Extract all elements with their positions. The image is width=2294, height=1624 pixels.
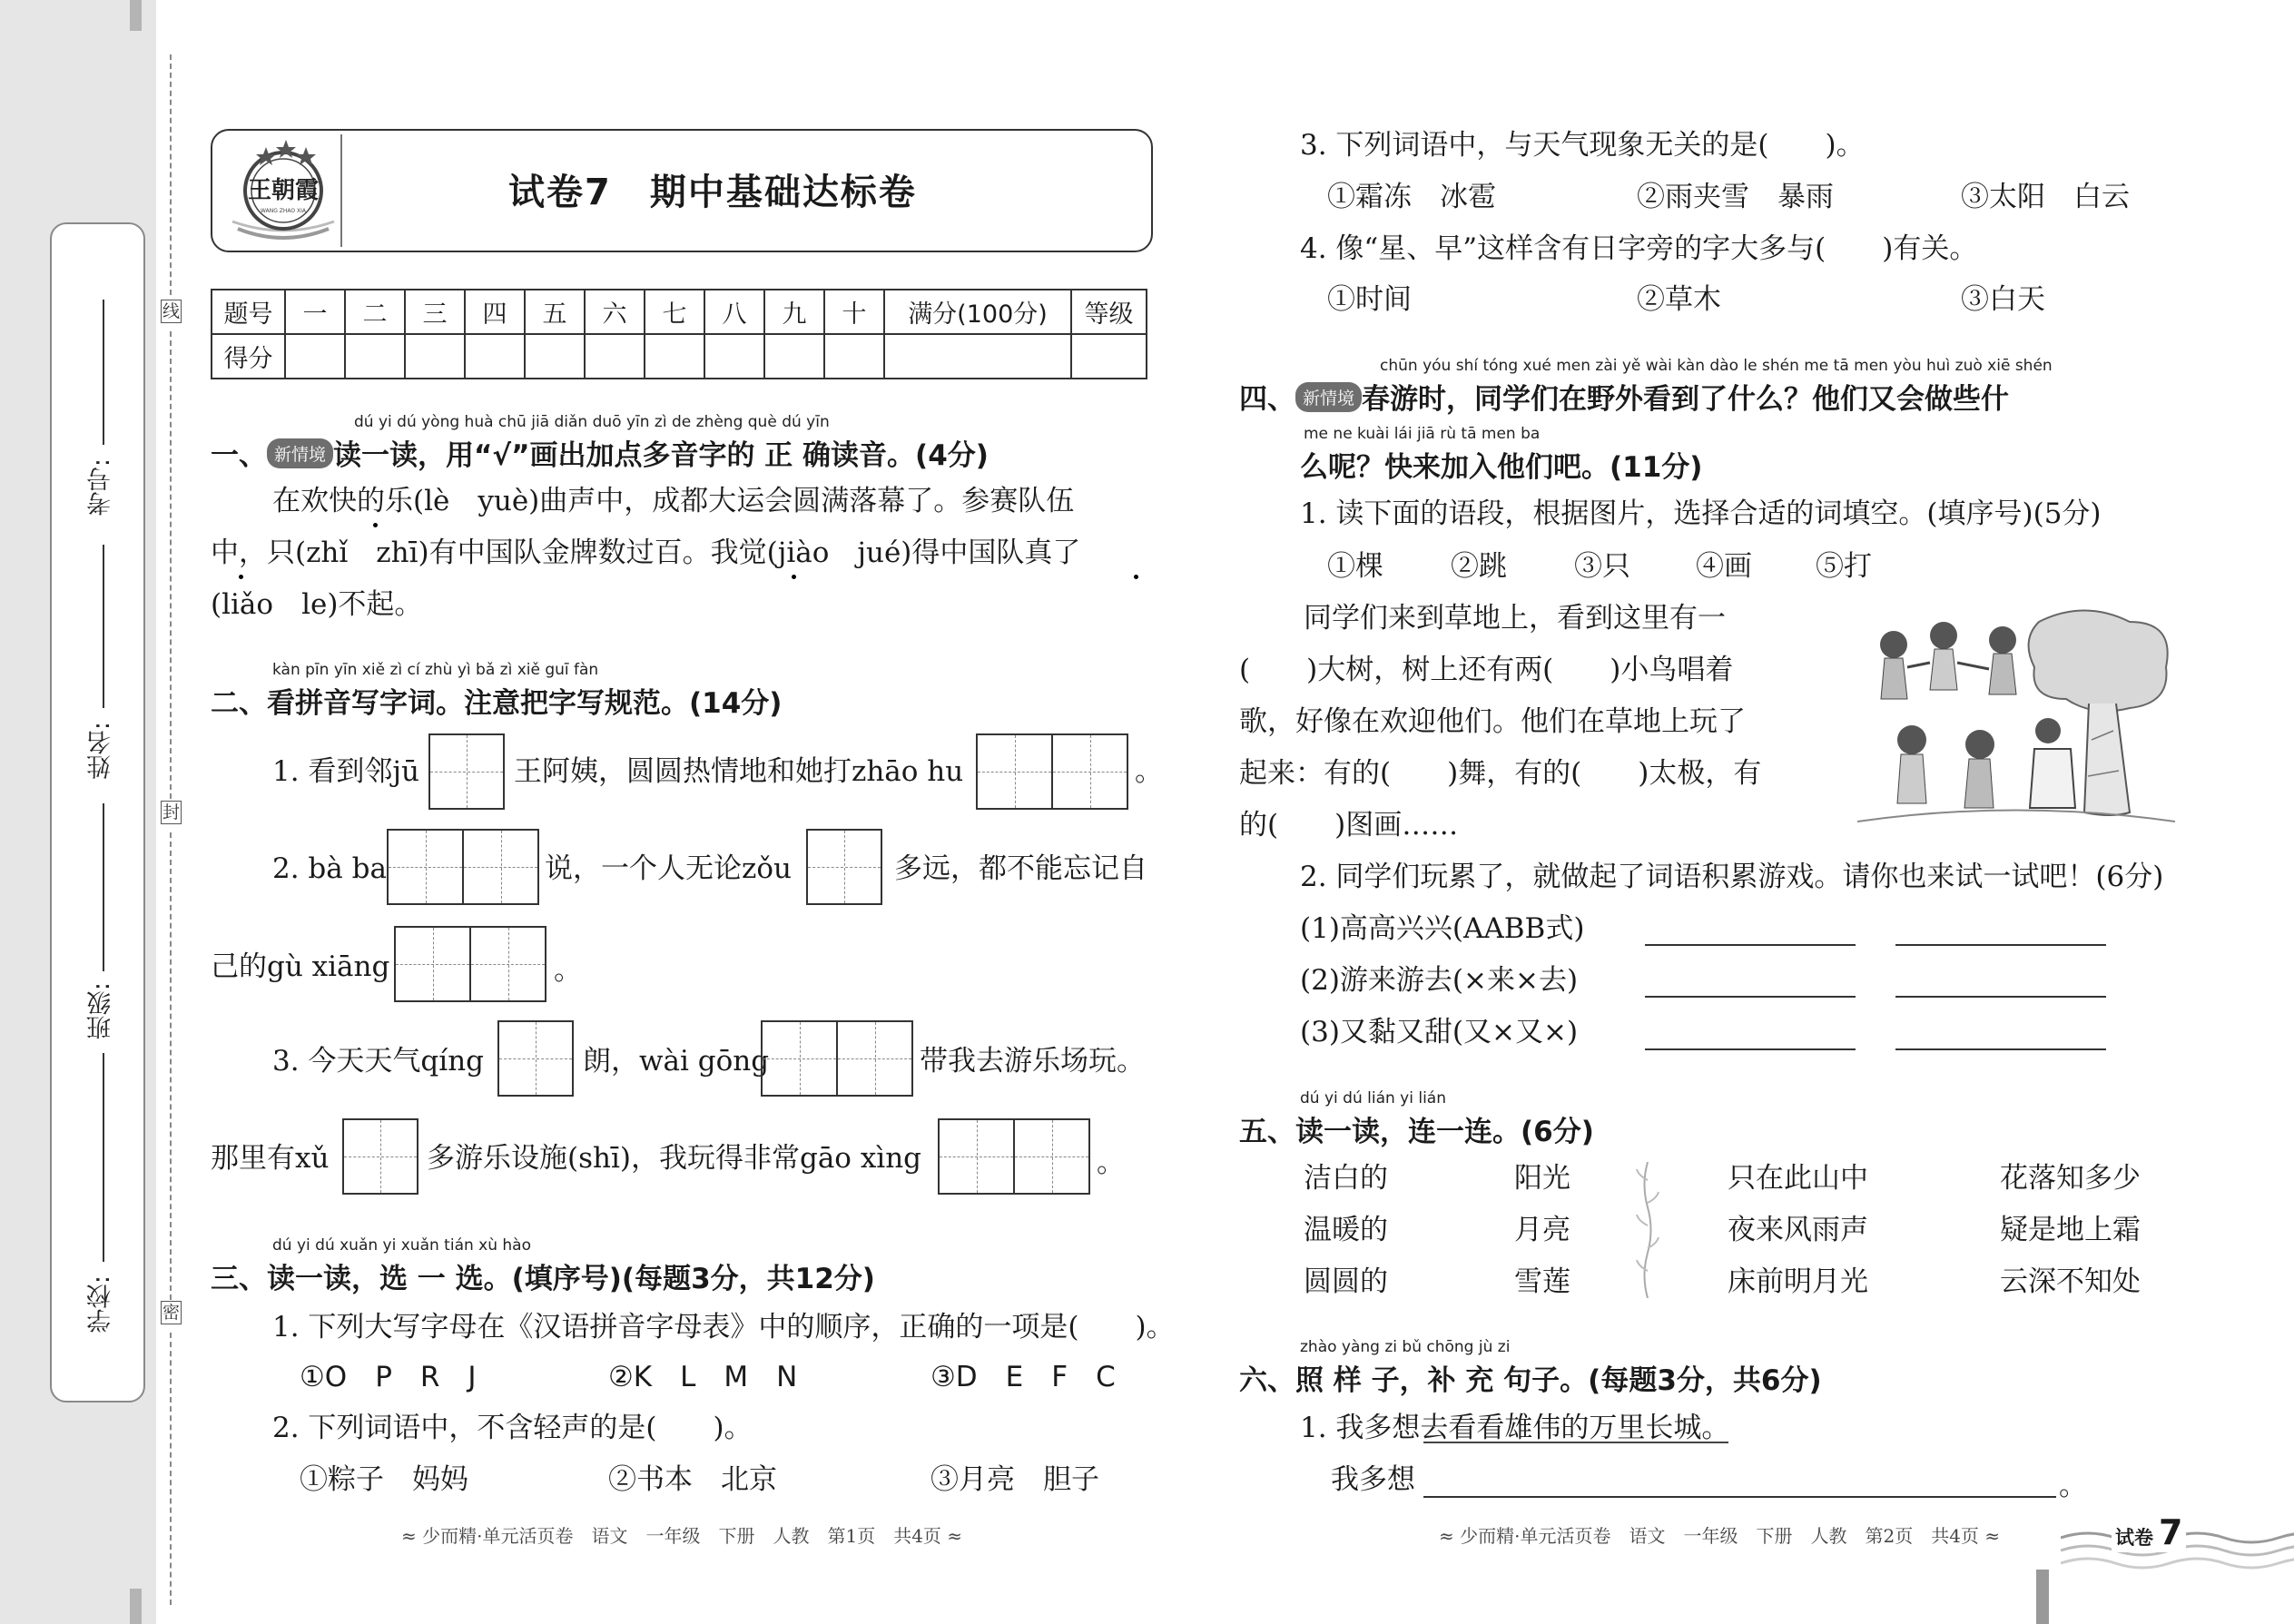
word-option: ②跳 [1451,550,1507,583]
score-cell: 满分(100分) [884,290,1071,334]
match-item[interactable]: 阳光 [1514,1162,1570,1195]
score-cell: 七 [645,290,704,334]
spring-outing-illustration [1857,604,2175,840]
q3-item2: 2. 下列词语中，不含轻声的是( )。 [272,1412,753,1444]
seal-char-secret: 密 [162,1303,181,1323]
footer-right: ≈ 少而精·单元活页卷 语文 一年级 下册 人教 第2页 共4页 ≈ [1439,1525,2001,1547]
writing-grid[interactable] [428,733,505,810]
footer-left: ≈ 少而精·单元活页卷 语文 一年级 下册 人教 第1页 共4页 ≈ [401,1525,963,1547]
q1-title [211,432,989,473]
name-field[interactable] [103,545,104,708]
q6-item1-prompt: 我多想 [1331,1463,1415,1496]
q2-item2-c: 多远，都不能忘记自 [894,852,1147,885]
q4-sub2-item: (2)游来游去(×来×去) [1300,964,1579,997]
q3-item2-option[interactable]: ③月亮 胆子 [930,1463,1099,1496]
q4-paragraph-line: 的( )图画…… [1239,809,1459,842]
q2-item2-b: 说，一个人无论zǒu [545,852,792,885]
q2-item3-c: 带我去游乐场玩。 [920,1045,1145,1078]
q1-line-3: (liǎo le)不起。 [211,588,423,621]
brand-logo [220,134,347,247]
vine-divider-icon [1634,1162,1661,1298]
score-cell: 十 [824,290,884,334]
writing-grid[interactable] [806,829,882,905]
writing-grid[interactable] [342,1118,418,1195]
answer-line[interactable] [1895,996,2106,998]
seal-dashline [170,1333,172,1605]
score-input[interactable] [704,334,764,379]
answer-line[interactable] [1645,944,1856,946]
score-cell: 三 [405,290,465,334]
q5-title: 五、读一读，连一连。(6分) [1239,1116,1594,1148]
q2-title: 二、看拼音写字词。注意把字写规范。(14分) [211,687,783,720]
logo-text: 王朝霞 [247,177,320,204]
writing-grid[interactable] [761,1020,913,1097]
seal-dashline [170,832,172,1300]
match-item[interactable]: 疑是地上霜 [2000,1214,2141,1246]
paper-number-tag [2112,1512,2186,1552]
writing-grid[interactable] [938,1118,1090,1195]
q3-item1: 1. 下列大写字母在《汉语拼音字母表》中的顺序，正确的一项是( )。 [272,1311,1175,1343]
score-cell: 九 [764,290,824,334]
q3-item4-option[interactable]: ②草木 [1637,283,1721,316]
word-option: ④画 [1696,550,1752,583]
score-cell: 六 [585,290,645,334]
q4-sub2: 2. 同学们玩累了，就做起了词语积累游戏。请你也来试一试吧！(6分) [1300,861,2164,893]
score-cell: 一 [285,290,345,334]
match-item[interactable]: 洁白的 [1304,1162,1388,1195]
score-input[interactable] [764,334,824,379]
match-item[interactable]: 圆圆的 [1304,1265,1388,1298]
answer-line[interactable] [1645,1048,1856,1050]
match-item[interactable]: 夜来风雨声 [1728,1214,1868,1246]
q3-item3-option[interactable]: ②雨夹雪 暴雨 [1637,181,1834,213]
q1-line-2: 中，只(zhǐ zhī)有中国队金牌数过百。我觉(jiào jué)得中国队真了 [211,536,1081,569]
q4-paragraph-line: 同学们来到草地上，看到这里有一 [1304,602,1726,635]
match-item[interactable]: 雪莲 [1514,1265,1570,1298]
score-input[interactable] [345,334,405,379]
q5-pinyin: dú yi dú lián yi lián [1300,1089,1446,1107]
q2-pinyin: kàn pīn yīn xiě zì cí zhù yì bǎ zì xiě guī fàn [272,661,599,679]
student-info-box [50,222,145,1403]
q2-item1-a: 1. 看到邻jū [272,755,420,788]
score-cell: 四 [465,290,525,334]
word-option: ③只 [1574,550,1630,583]
q3-item1-option[interactable]: ①O P R J [300,1361,477,1393]
example-underline [1423,1442,1728,1443]
seal-dashline [170,331,172,799]
score-input[interactable] [465,334,525,379]
answer-line[interactable] [1895,944,2106,946]
margin-tick [130,0,142,31]
q2-item3-d: 那里有xǔ [211,1142,330,1175]
q3-item1-option[interactable]: ③D E F C [930,1361,1116,1393]
q2-item2-end: 。 [554,954,582,987]
margin-tick [130,1589,142,1624]
seal-dashline [170,54,172,295]
q4-sub1: 1. 读下面的语段，根据图片，选择合适的词填空。(填序号)(5分) [1300,497,2102,530]
q2-item2-a: 2. bà ba [272,852,387,885]
q3-item4: 4. 像“星、早”这样含有日字旁的字大多与( )有关。 [1300,232,1978,265]
match-item[interactable]: 只在此山中 [1728,1162,1868,1195]
q4-sub2-item: (3)又黏又甜(又×又×) [1300,1016,1579,1048]
q3-item4-option[interactable]: ①时间 [1327,283,1412,316]
score-input[interactable] [285,334,345,379]
q1-title-text: 读一读，用“√”画出加点多音字的 正 确读音。(4分) [333,439,989,472]
seal-char-line: 线 [162,301,181,321]
writing-grid[interactable] [497,1020,574,1097]
q3-item1-option[interactable]: ②K L M N [608,1361,798,1393]
emphasis-dot [1134,575,1138,579]
q1-line-1: 在欢快的乐(lè yuè)曲声中，成都大运会圆满落幕了。参赛队伍 [272,485,1075,517]
q3-item3-option[interactable]: ③太阳 白云 [1961,181,2130,213]
score-input[interactable] [824,334,884,379]
score-input[interactable] [525,334,585,379]
match-item[interactable]: 床前明月光 [1728,1265,1868,1298]
new-context-badge: 新情境 [267,438,333,468]
q6-item1-end: 。 [2059,1470,2087,1502]
name-label: 姓名: [87,722,115,780]
q2-item1-b: 王阿姨，圆圆热情地和她打zhāo hu [514,755,964,788]
match-item[interactable]: 花落知多少 [2000,1162,2141,1195]
q4-sub2-item: (1)高高兴兴(AABB式) [1300,912,1585,945]
q2-item3-b: 朗，wài gōng [583,1045,770,1078]
q4-paragraph-line: 歌，好像在欢迎他们。他们在草地上玩了 [1239,705,1746,738]
paper-tag-number: 7 [2159,1512,2183,1552]
writing-grid[interactable] [394,926,546,1002]
answer-line[interactable] [1423,1496,2056,1498]
margin-tick [2036,1570,2049,1624]
score-cell: 二 [345,290,405,334]
paper-tag-label: 试卷 [2115,1527,2153,1549]
score-input[interactable] [405,334,465,379]
word-option: ⑤打 [1816,550,1872,583]
q6-title: 六、照 样 子，补 充 句子。(每题3分，共6分) [1239,1364,1822,1397]
score-input[interactable] [1071,334,1147,379]
new-context-badge: 新情境 [1295,382,1362,412]
school-field[interactable] [103,1053,104,1262]
q3-item4-option[interactable]: ③白天 [1961,283,2045,316]
q3-title: 三、读一读，选 一 选。(填序号)(每题3分，共12分) [211,1263,875,1295]
score-input[interactable] [884,334,1071,379]
q3-item3-option[interactable]: ①霜冻 冰雹 [1327,181,1496,213]
q4-number: 四、 [1239,383,1295,416]
emphasis-dot [792,575,796,579]
school-label: 学校: [87,1275,115,1334]
logo-divider [340,134,342,247]
q2-item1-end: 。 [1135,755,1163,788]
q2-item3-a: 3. 今天天气qíng [272,1045,484,1078]
score-cell: 八 [704,290,764,334]
match-item[interactable]: 月亮 [1514,1214,1570,1246]
q6-item1: 1. 我多想去看看雄伟的万里长城。 [1300,1412,1730,1444]
seal-char-seal: 封 [162,802,181,822]
q4-pinyin-1: chūn yóu shí tóng xué men zài yě wài kàn dào le shén me tā men yòu huì zuò xiē shén [1380,357,2053,375]
q2-item2-d: 己的gù xiāng [211,950,390,983]
exam-number-field[interactable] [103,300,104,445]
q4-paragraph-line: 起来：有的( )舞，有的( )太极，有 [1239,757,1762,790]
class-field[interactable] [103,803,104,971]
answer-line[interactable] [1645,996,1856,998]
q4-paragraph-line: ( )大树，树上还有两( )小鸟唱着 [1239,654,1734,686]
score-cell: 等级 [1071,290,1147,334]
q4-title-2: 么呢？快来加入他们吧。(11分) [1300,451,1703,484]
emphasis-dot [373,523,378,527]
q2-item3-end: 。 [1097,1147,1125,1179]
score-cell: 五 [525,290,585,334]
q1-number: 一、 [211,439,267,472]
q6-pinyin: zhào yàng zi bǔ chōng jù zi [1300,1338,1511,1356]
q4-title-1 [1239,376,2009,417]
emphasis-dot [239,575,243,579]
writing-grid[interactable] [387,829,539,905]
q4-pinyin-2: me ne kuài lái jiā rù tā men ba [1304,425,1541,443]
score-input[interactable] [585,334,645,379]
score-cell: 题号 [212,290,285,334]
word-option: ①棵 [1327,550,1383,583]
q3-item3: 3. 下列词语中，与天气现象无关的是( )。 [1300,129,1865,162]
match-item[interactable]: 云深不知处 [2000,1265,2141,1298]
logo-subtext: WANG ZHAO XIA [261,208,306,214]
score-input[interactable] [645,334,704,379]
q3-item2-option[interactable]: ①粽子 妈妈 [300,1463,468,1496]
exam-number-label: 考号: [87,458,115,517]
q4-title-text: 春游时，同学们在野外看到了什么？他们又会做些什 [1362,383,2010,416]
q2-item3-e: 多游乐设施(shī)，我玩得非常gāo xìng [427,1142,922,1175]
answer-line[interactable] [1895,1048,2106,1050]
q1-pinyin: dú yi dú yòng huà chū jiā diǎn duō yīn zì de zhèng què dú yīn [354,413,830,431]
q3-pinyin: dú yi dú xuǎn yi xuǎn tián xù hào [272,1236,531,1255]
score-header-row [212,290,1147,334]
score-row-label: 得分 [212,334,285,379]
score-value-row [212,334,1147,379]
page-title: 试卷7 期中基础达标卷 [508,172,917,213]
writing-grid[interactable] [976,733,1128,810]
match-item[interactable]: 温暖的 [1304,1214,1388,1246]
class-label: 班级: [87,982,115,1040]
q3-item2-option[interactable]: ②书本 北京 [608,1463,777,1496]
score-table [211,289,1147,379]
